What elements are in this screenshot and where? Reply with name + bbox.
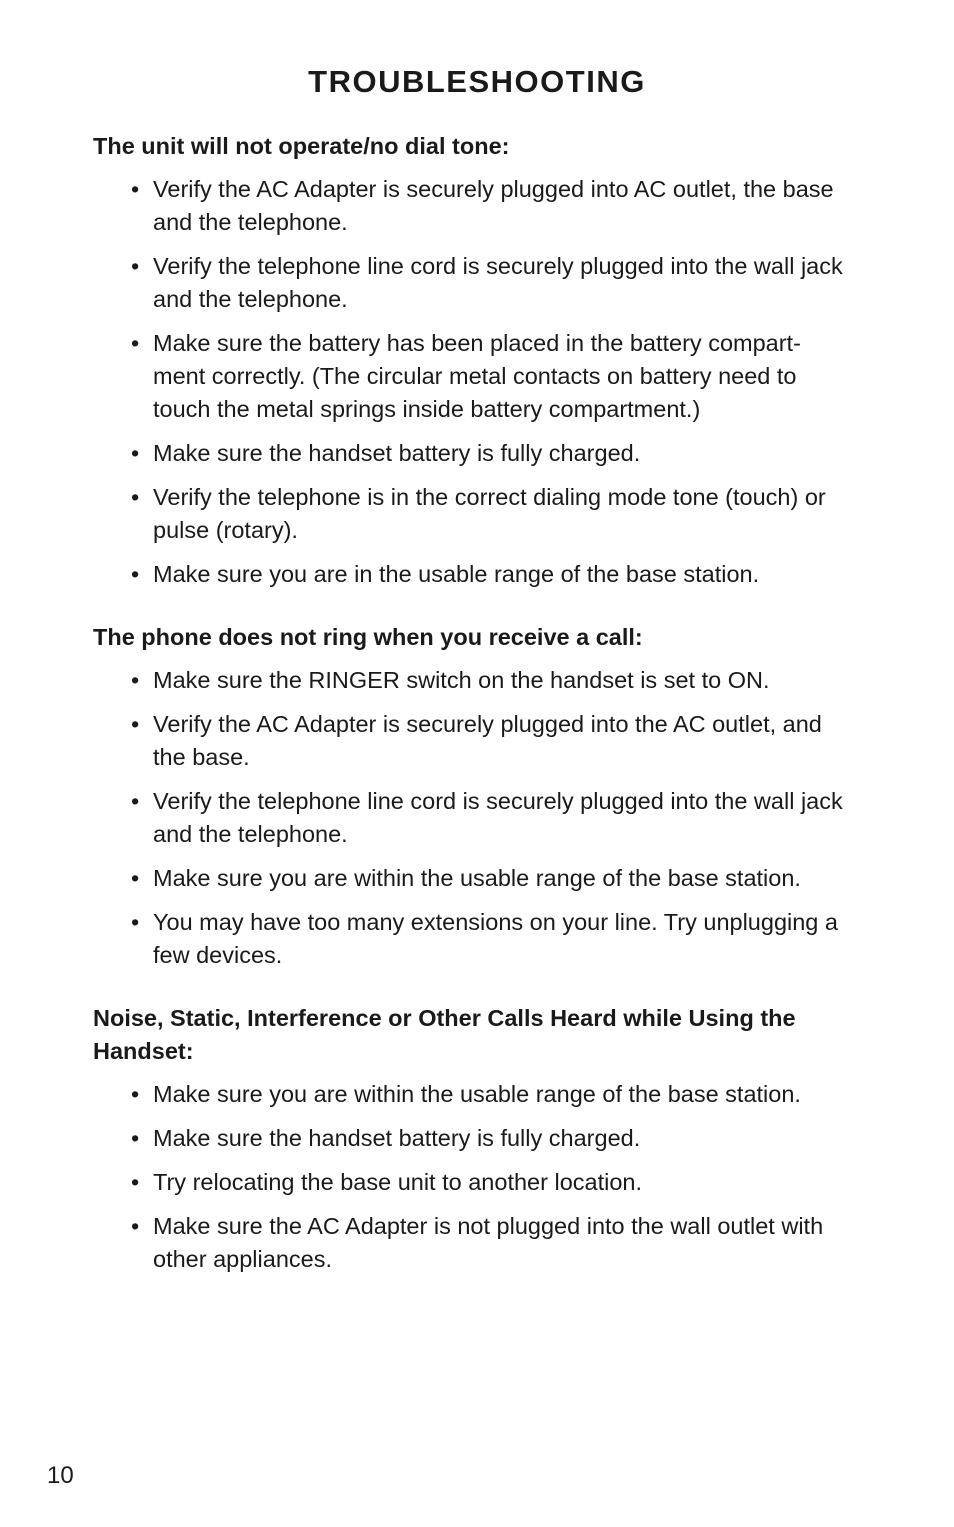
bullet-icon: •: [131, 909, 140, 935]
bullet-icon: •: [131, 711, 140, 737]
list-item: [93, 1210, 843, 1276]
list-item: [93, 1166, 843, 1199]
list-item: [93, 327, 843, 426]
bullet-icon: •: [131, 667, 140, 693]
section-no-dial-tone: [93, 130, 843, 591]
list-item: [93, 1122, 843, 1155]
list-item-text: Verify the telephone is in the correct dialing mode tone (touch) or pulse (rotary).: [153, 484, 826, 543]
list-item: [93, 173, 843, 239]
list-item-text: Make sure the battery has been placed in the battery compart-ment correctly. (The circular metal contacts on battery need to touch the metal springs inside battery compartment.): [153, 330, 801, 422]
list-item-text: Try relocating the base unit to another location.: [153, 1169, 643, 1195]
bullet-list: [93, 664, 843, 972]
page-title: TROUBLESHOOTING: [308, 64, 646, 99]
list-item-text: Verify the telephone line cord is securely plugged into the wall jack and the telephone.: [153, 253, 843, 312]
troubleshooting-content: [93, 130, 843, 1306]
list-item: [93, 1078, 843, 1111]
section-heading: Noise, Static, Interference or Other Calls Heard while Using the Handset:: [93, 1005, 796, 1064]
section-no-ring: [93, 621, 843, 972]
bullet-icon: •: [131, 330, 140, 356]
list-item: [93, 906, 843, 972]
bullet-icon: •: [131, 1125, 140, 1151]
bullet-list: [93, 1078, 843, 1276]
list-item-text: Make sure you are within the usable range of the base station.: [153, 1081, 801, 1107]
list-item-text: Verify the AC Adapter is securely plugged into the AC outlet, and the base.: [153, 711, 822, 770]
list-item-text: Verify the AC Adapter is securely plugged into AC outlet, the base and the telephone.: [153, 176, 834, 235]
list-item: [93, 785, 843, 851]
bullet-icon: •: [131, 1081, 140, 1107]
bullet-icon: •: [131, 1213, 140, 1239]
list-item-text: Make sure you are in the usable range of the base station.: [153, 561, 760, 587]
section-heading: The unit will not operate/no dial tone:: [93, 133, 510, 159]
bullet-icon: •: [131, 1169, 140, 1195]
list-item: [93, 481, 843, 547]
bullet-icon: •: [131, 253, 140, 279]
list-item-text: Make sure the handset battery is fully charged.: [153, 1125, 641, 1151]
bullet-icon: •: [131, 788, 140, 814]
list-item-text: Make sure the handset battery is fully charged.: [153, 440, 641, 466]
bullet-icon: •: [131, 484, 140, 510]
list-item: [93, 250, 843, 316]
bullet-icon: •: [131, 440, 140, 466]
list-item-text: Make sure the RINGER switch on the handset is set to ON.: [153, 667, 770, 693]
list-item: [93, 862, 843, 895]
section-noise-static: [93, 1002, 843, 1276]
page-number: 10: [47, 1462, 74, 1489]
list-item-text: Make sure the AC Adapter is not plugged into the wall outlet with other appliances.: [153, 1213, 824, 1272]
list-item: [93, 437, 843, 470]
list-item-text: Verify the telephone line cord is securely plugged into the wall jack and the telephone.: [153, 788, 843, 847]
bullet-list: [93, 173, 843, 591]
list-item: [93, 708, 843, 774]
list-item-text: You may have too many extensions on your line. Try unplugging a few devices.: [153, 909, 838, 968]
bullet-icon: •: [131, 865, 140, 891]
list-item: [93, 558, 843, 591]
bullet-icon: •: [131, 561, 140, 587]
bullet-icon: •: [131, 176, 140, 202]
list-item-text: Make sure you are within the usable range of the base station.: [153, 865, 801, 891]
list-item: [93, 664, 843, 697]
section-heading: The phone does not ring when you receive a call:: [93, 624, 643, 650]
